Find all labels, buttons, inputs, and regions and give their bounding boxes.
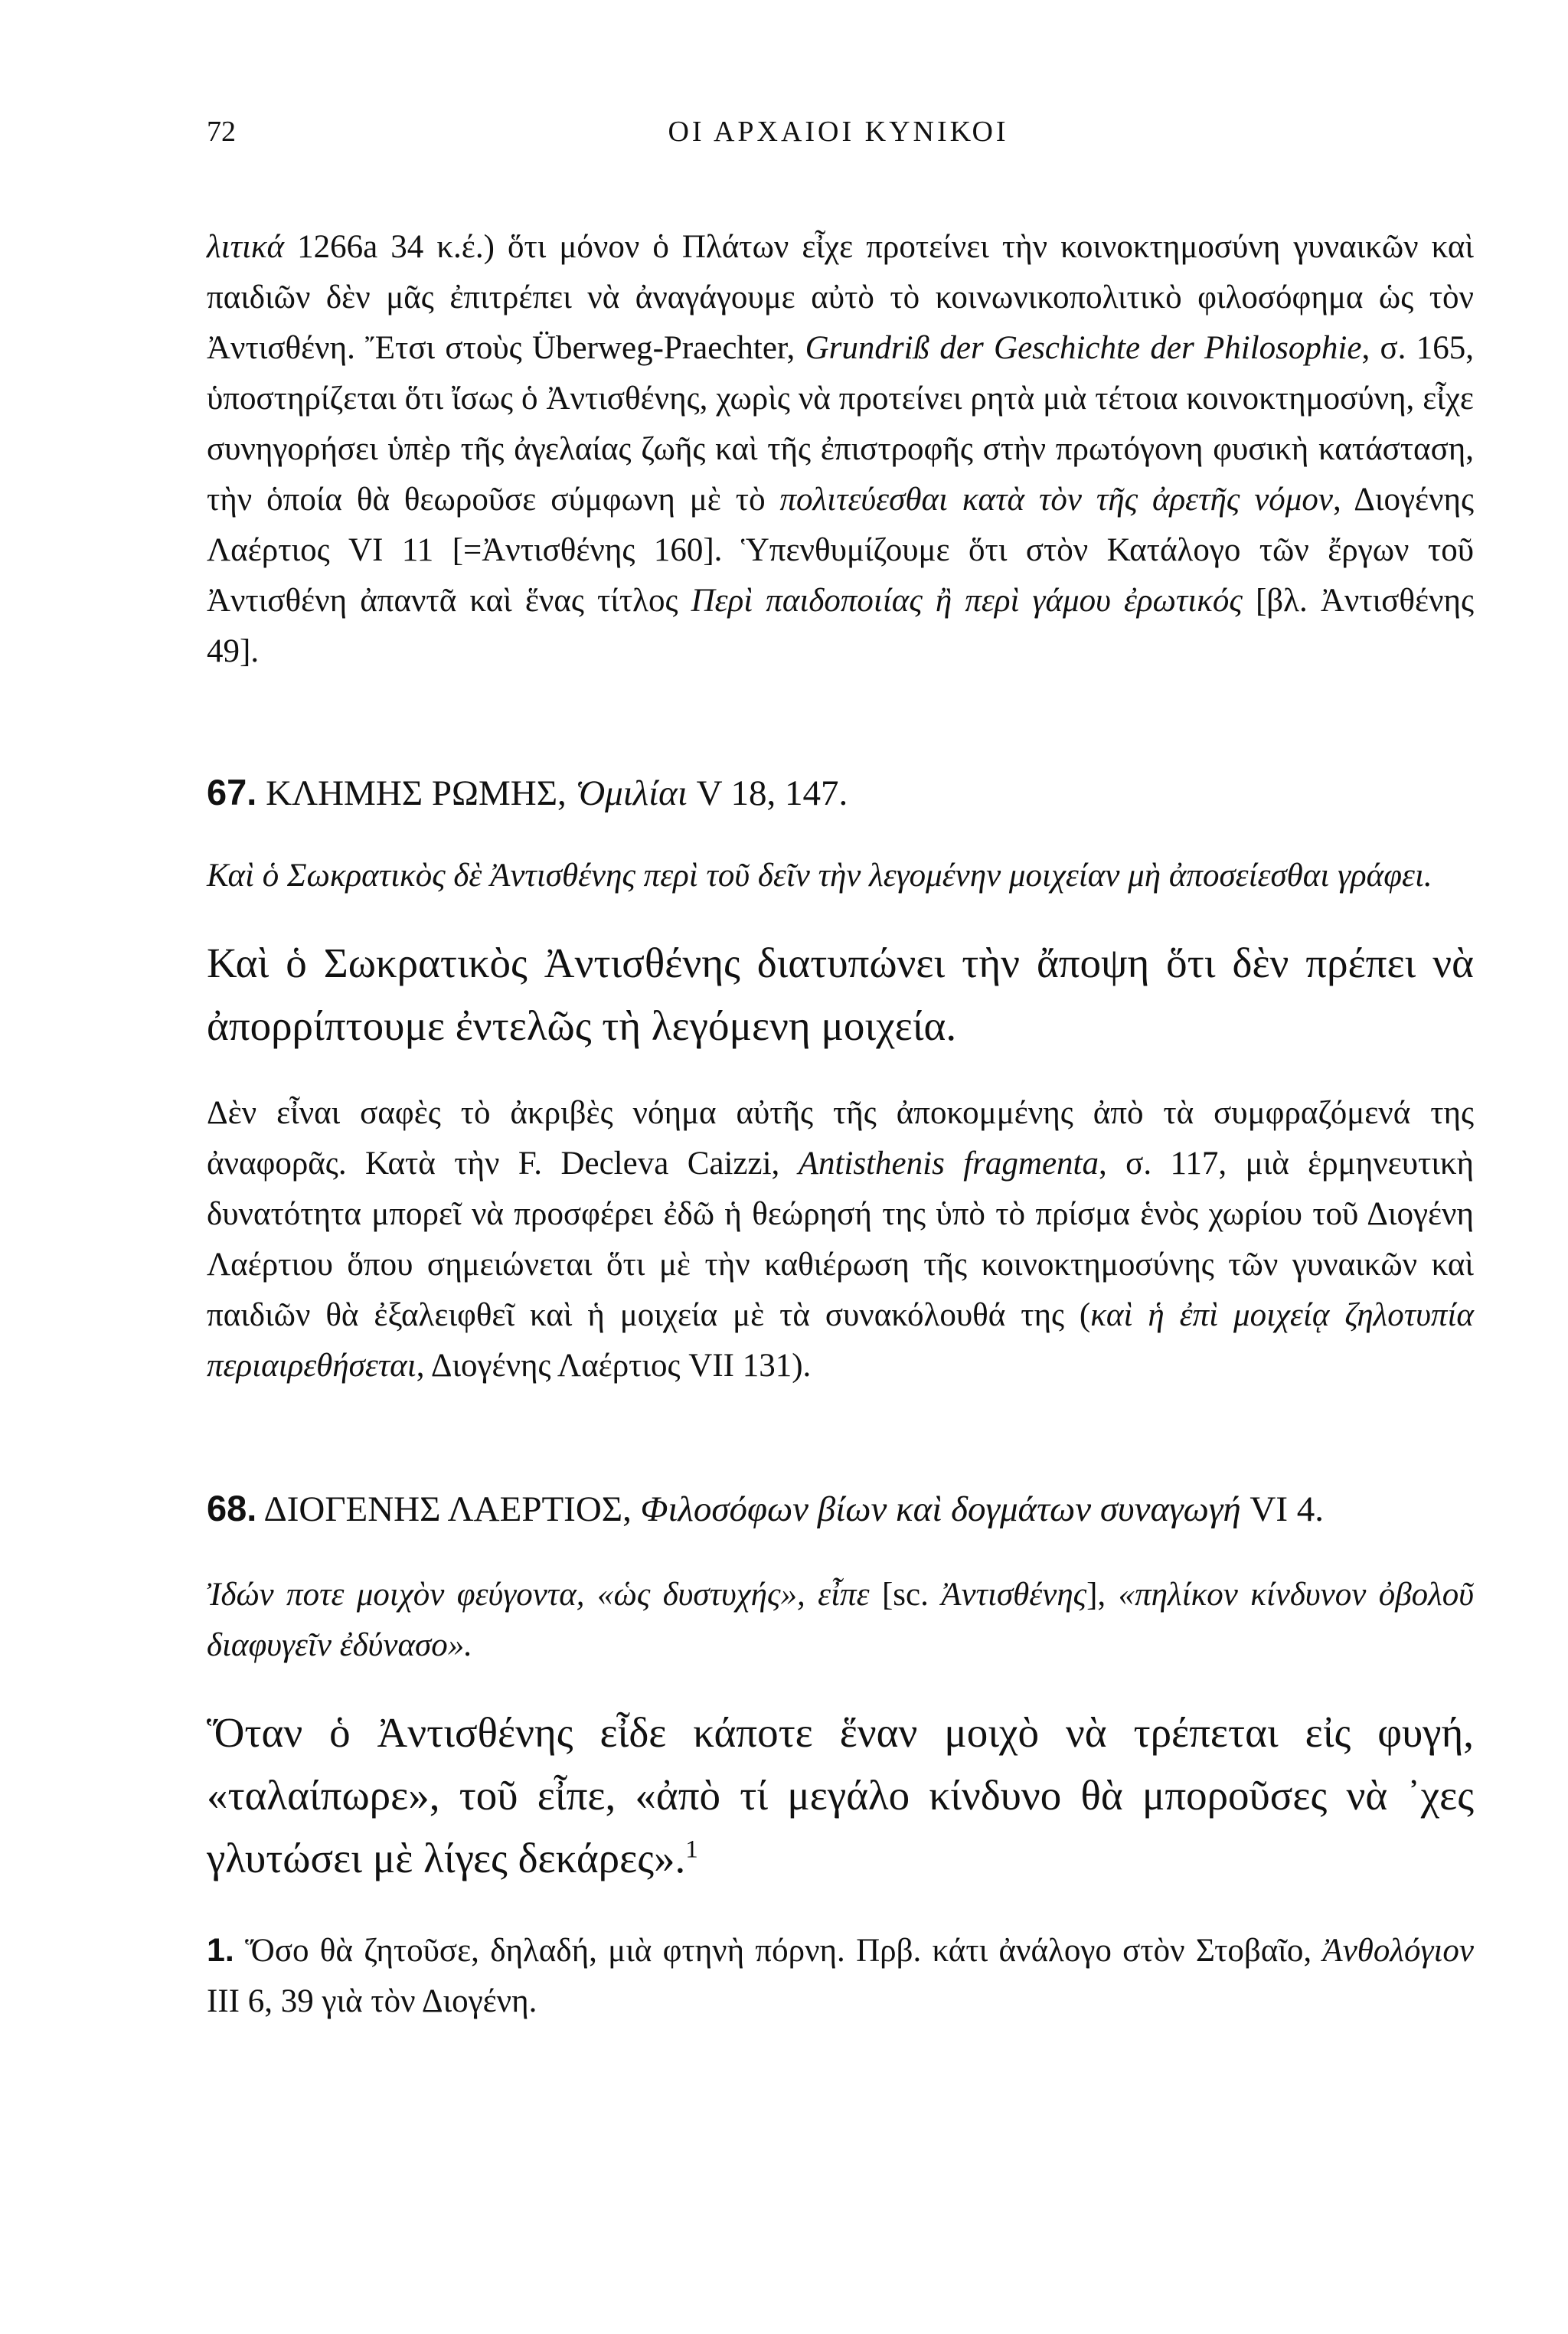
- fragment-67-greek-text: Καὶ ὁ Σωκρατικὸς δὲ Ἀντισθένης περὶ τοῦ δεῖν τὴν λεγομένην μοιχείαν μὴ ἀποσείεσθαι γράφει.: [207, 858, 1432, 894]
- text-run: «πηλίκον κίνδυνον ὀβολοῦ διαφυγεῖν ἐδύνασο».: [207, 1577, 1475, 1663]
- footnote: [207, 1925, 1474, 2027]
- text-run: 1266a 34 κ.έ.) ὅτι μόνον ὁ Πλάτων εἶχε προτείνει τὴν κοινοκτημοσύνη γυναικῶν καὶ παιδιῶν δὲν μᾶς ἐπιτρέπει νὰ ἀναγάγουμε αὐτὸ τὸ κοινωνικοπολιτικὸ φιλοσόφημα ὡς τὸν Ἀντισθένη. Ἔτσι στοὺς Überweg-Praechter,: [207, 229, 1474, 366]
- text-run: , Διογένης Λαέρτιος VI 11 [=Ἀντισθένης 160]. Ὑπενθυμίζουμε ὅτι στὸν Κατάλογο τῶν ἔργων τοῦ Ἀντισθένη ἀπαντᾶ καὶ ἕνας τίτλος: [207, 482, 1474, 619]
- commentary-continuation: [207, 222, 1474, 677]
- page-number: 72: [207, 116, 236, 148]
- footnote-reference: 1: [685, 1835, 698, 1864]
- text-run: , σ. 165, ὑποστηρίζεται ὅτι ἴσως ὁ Ἀντισθένης, χωρὶς νὰ προτείνει ρητὰ μιὰ τέτοια κοινοκτημοσύνη, εἶχε συνηγορήσει ὑπὲρ τῆς ἀγελαίας ζωῆς καὶ τῆς ἐπιστροφῆς στὴν πρωτόγονη φυσικὴ κατάσταση, τὴν ὁποία θὰ θεωροῦσε σύμφωνη μὲ τὸ: [207, 330, 1474, 518]
- text-run: Ὅσο θὰ ζητοῦσε, δηλαδή, μιὰ φτηνὴ πόρνη. Πρβ. κάτι ἀνάλογο στὸν Στοβαῖο,: [234, 1933, 1323, 1969]
- text-run: [βλ. Ἀντισθένης 49].: [207, 583, 1474, 669]
- text-run: Grundriß der Geschichte der Philosophie: [805, 330, 1362, 366]
- text-run: ΚΛΗΜΗΣ ΡΩΜΗΣ,: [256, 773, 576, 813]
- fragment-68-heading: [207, 1482, 1474, 1536]
- fragment-68-translation-text: Ὅταν ὁ Ἀντισθένης εἶδε κάποτε ἕναν μοιχὸ νὰ τρέπεται εἰς φυγή, «ταλαίπωρε», τοῦ εἶπε, «ἀπὸ τί μεγάλο κίνδυνο θὰ μποροῦσες νὰ ᾽χες γλυτώσει μὲ λίγες δεκάρες».: [207, 1709, 1474, 1881]
- text-run: VI 4.: [1240, 1489, 1325, 1529]
- footnote-number: 1.: [207, 1932, 234, 1969]
- text-run: πολιτεύεσθαι κατὰ τὸν τῆς ἀρετῆς νόμον: [779, 482, 1333, 518]
- fragment-68-greek-text: [207, 1570, 1474, 1671]
- text-run: V 18, 147.: [687, 773, 848, 813]
- text-run: Ἰδών ποτε μοιχὸν φεύγοντα, «ὡς δυστυχής», εἶπε: [207, 1577, 870, 1613]
- fragment-67-source: [256, 773, 848, 813]
- text-run: Περὶ παιδοποιίας ἢ περὶ γάμου ἐρωτικός: [691, 583, 1243, 619]
- page-body: [207, 222, 1474, 2027]
- running-head: ΟΙ ΑΡΧΑΙΟΙ ΚΥΝΙΚΟΙ: [668, 116, 1009, 148]
- page-header: [207, 115, 1470, 161]
- text-run: [sc.: [869, 1577, 942, 1613]
- text-run: Ὁμιλίαι: [575, 773, 688, 813]
- fragment-68-number: 68.: [207, 1488, 257, 1528]
- fragment-67-translation: Καὶ ὁ Σωκρατικὸς Ἀντισθένης διατυπώνει τὴν ἄποψη ὅτι δὲν πρέπει νὰ ἀπορρίπτουμε ἐντελῶς τὴ λεγόμενη μοιχεία.: [207, 940, 1474, 1049]
- text-run: Φιλοσόφων βίων καὶ δογμάτων συναγωγή: [640, 1489, 1241, 1529]
- fragment-67-heading: [207, 766, 1474, 820]
- text-run: III 6, 39 γιὰ τὸν Διογένη.: [207, 1983, 537, 2019]
- text-run: ΔΙΟΓΕΝΗΣ ΛΑΕΡΤΙΟΣ,: [256, 1489, 641, 1529]
- text-run: Ἀντισθένης: [941, 1577, 1087, 1613]
- fragment-68-translation: [207, 1701, 1474, 1890]
- fragment-67-commentary: [207, 1088, 1474, 1391]
- fragment-67-number: 67.: [207, 772, 257, 812]
- text-run: καὶ ἡ ἐπὶ μοιχείᾳ ζηλοτυπία περιαιρεθήσεται: [207, 1297, 1474, 1384]
- text-run: Δὲν εἶναι σαφὲς τὸ ἀκριβὲς νόημα αὐτῆς τῆς ἀποκομμένης ἀπὸ τὰ συμφραζόμενά της ἀναφορᾶς. Κατὰ τὴν F. Decleva Caizzi,: [207, 1095, 1474, 1182]
- fragment-68-source: [256, 1489, 1324, 1529]
- footnote-text: [207, 1933, 1474, 2019]
- text-run: , Διογένης Λαέρτιος VII 131).: [416, 1348, 812, 1384]
- text-run: Antisthenis fragmenta: [798, 1146, 1099, 1182]
- text-run: ],: [1086, 1577, 1119, 1613]
- text-run: λιτικά: [207, 229, 285, 265]
- text-run: Ἀνθολόγιον: [1322, 1933, 1474, 1969]
- text-run: , σ. 117, μιὰ ἑρμηνευτικὴ δυνατότητα μπορεῖ νὰ προσφέρει ἐδῶ ἡ θεώρησή της ὑπὸ τὸ πρίσμα ἑνὸς χωρίου τοῦ Διογένη Λαέρτιου ὅπου σημειώνεται ὅτι μὲ τὴν καθιέρωση τῆς κοινοκτημοσύνης τῶν γυναικῶν καὶ παιδιῶν θὰ ἐξαλειφθεῖ καὶ ἡ μοιχεία μὲ τὰ συνακόλουθά της (: [207, 1146, 1475, 1333]
